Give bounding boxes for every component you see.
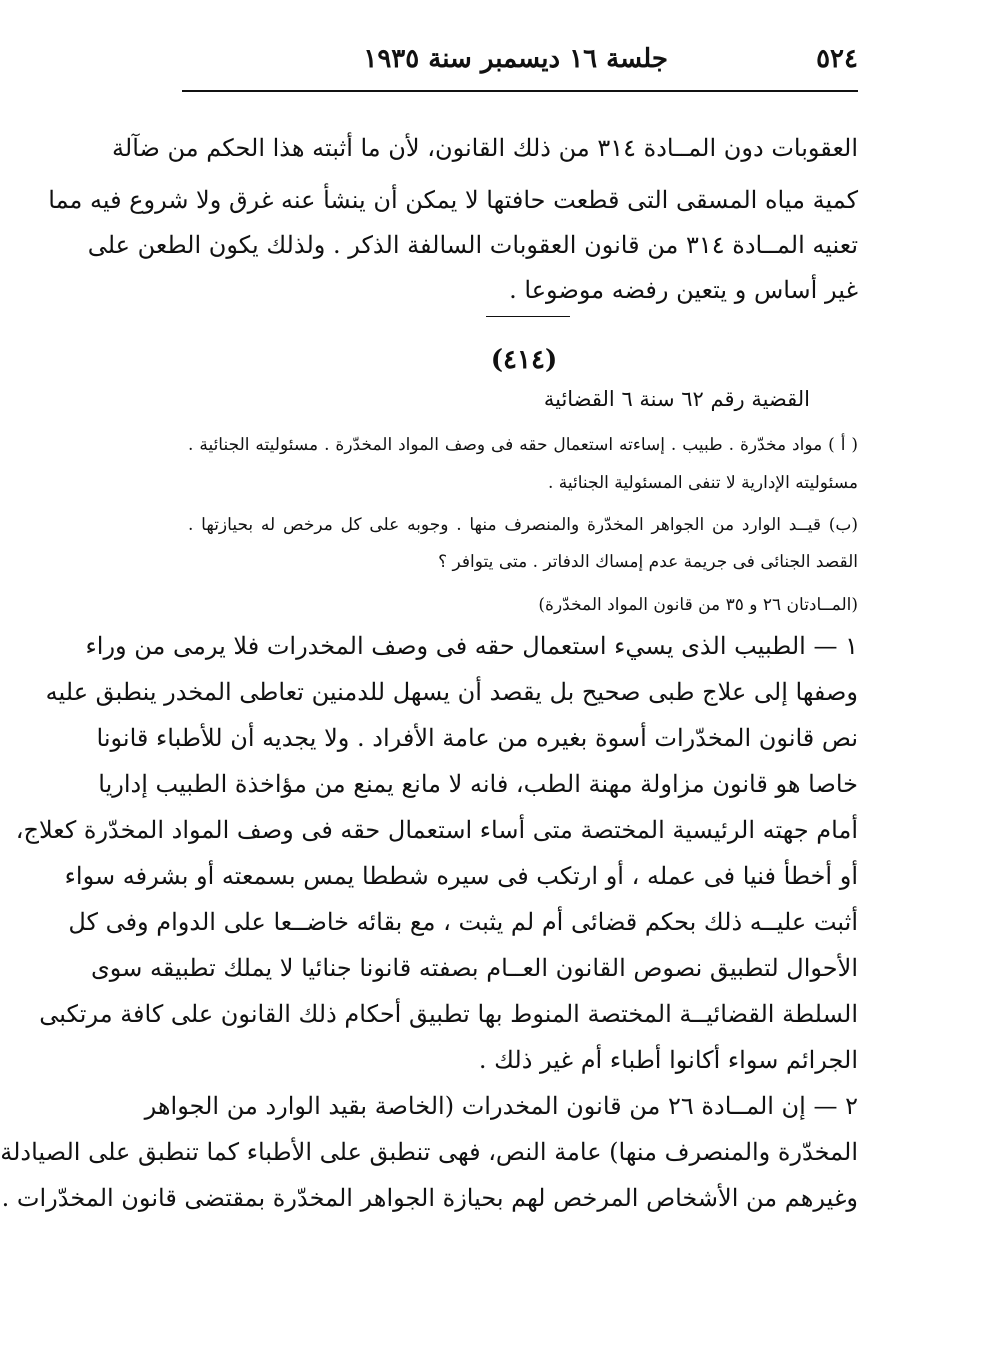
principle-1-line: خاصا هو قانون مزاولة مهنة الطب، فانه لا مانع يمنع من مؤاخذة الطبيب إداريا	[98, 770, 858, 798]
principle-1-line: الأحوال لتطبيق نصوص القانون العــام بصفته قانونا جنائيا لا يملك تطبيقه سوى	[91, 954, 858, 982]
paragraph-line: كمية مياه المسقى التى قطعت حافتها لا يمكن أن ينشأ عنه غرق ولا شروع فيه مما	[48, 186, 858, 214]
session-title: جلسة ١٦ ديسمبر سنة ١٩٣٥	[363, 44, 668, 74]
principle-1-line: أثبت عليــه ذلك بحكم قضائى أم لم يثبت ، مع بقائه خاضــعا على الدوام وفى كل	[68, 908, 858, 936]
principle-2-line: المخدّرة والمنصرف منها) عامة النص، فهى تنطبق على الأطباء كما تنطبق على الصيادلة	[0, 1138, 858, 1166]
paragraph-line: تعنيه المــادة ٣١٤ من قانون العقوبات السالفة الذكر . ولذلك يكون الطعن على	[87, 231, 858, 259]
articles-reference: (المــادتان ٢٦ و ٣٥ من قانون المواد المخدّرة)	[538, 595, 858, 615]
summary-a-line: ( أ ) مواد مخدّرة . طبيب . إساءته استعمال حقه فى وصف المواد المخدّرة . مسئوليته الجنائية .	[188, 435, 858, 455]
principle-1-line: نص قانون المخدّرات أسوة بغيره من عامة الأفراد . ولا يجديه أن للأطباء قانونا	[96, 724, 858, 752]
case-reference: القضية رقم ٦٢ سنة ٦ القضائية	[543, 387, 810, 411]
principle-1-line: الجرائم سواء أكانوا أطباء أم غير ذلك .	[478, 1046, 858, 1074]
principle-1-line: وصفها إلى علاج طبى صحيح بل يقصد أن يسهل للدمنين تعاطى المخدر ينطبق عليه	[45, 678, 858, 706]
paragraph-line: غير أساس و يتعين رفضه موضوعا .	[509, 276, 858, 304]
principle-2-line: وغيرهم من الأشخاص المرخص لهم بحيازة الجواهر المخدّرة بمقتضى قانون المخدّرات .	[1, 1184, 858, 1212]
principle-1-line: السلطة القضائيــة المختصة المنوط بها تطبيق أحكام ذلك القانون على كافة مرتكبى	[39, 1000, 858, 1028]
running-header	[182, 40, 858, 80]
principle-1-line: أو أخطأ فنيا فى عمله ، أو ارتكب فى سيره شططا يمس بسمعته أو بشرفه سواء	[64, 862, 858, 890]
principle-1-line: ١ — الطبيب الذى يسيء استعمال حقه فى وصف المخدرات فلا يرمى من وراء	[85, 632, 858, 660]
page-number: ٥٢٤	[816, 44, 858, 74]
summary-a-line: مسئوليته الإدارية لا تنفى المسئولية الجنائية .	[547, 473, 858, 493]
header-rule	[182, 90, 858, 92]
summary-b-line: القصد الجنائى فى جريمة عدم إمساك الدفاتر . متى يتوافر ؟	[438, 552, 858, 572]
paragraph-line: العقوبات دون المــادة ٣١٤ من ذلك القانون، لأن ما أثبته هذا الحكم من ضآلة	[112, 134, 858, 162]
principle-2-line: ٢ — إن المــادة ٢٦ من قانون المخدرات (الخاصة بقيد الوارد من الجواهر	[144, 1092, 858, 1120]
principle-1-line: أمام جهته الرئيسية المختصة متى أساء استعمال حقه فى وصف المواد المخدّرة كعلاج،	[15, 816, 858, 844]
case-number: (٤١٤)	[490, 345, 558, 375]
section-divider	[486, 316, 570, 317]
summary-b-line: (ب) قيــد الوارد من الجواهر المخدّرة والمنصرف منها . وجوبه على كل مرخص له بحيازتها .	[188, 515, 858, 535]
